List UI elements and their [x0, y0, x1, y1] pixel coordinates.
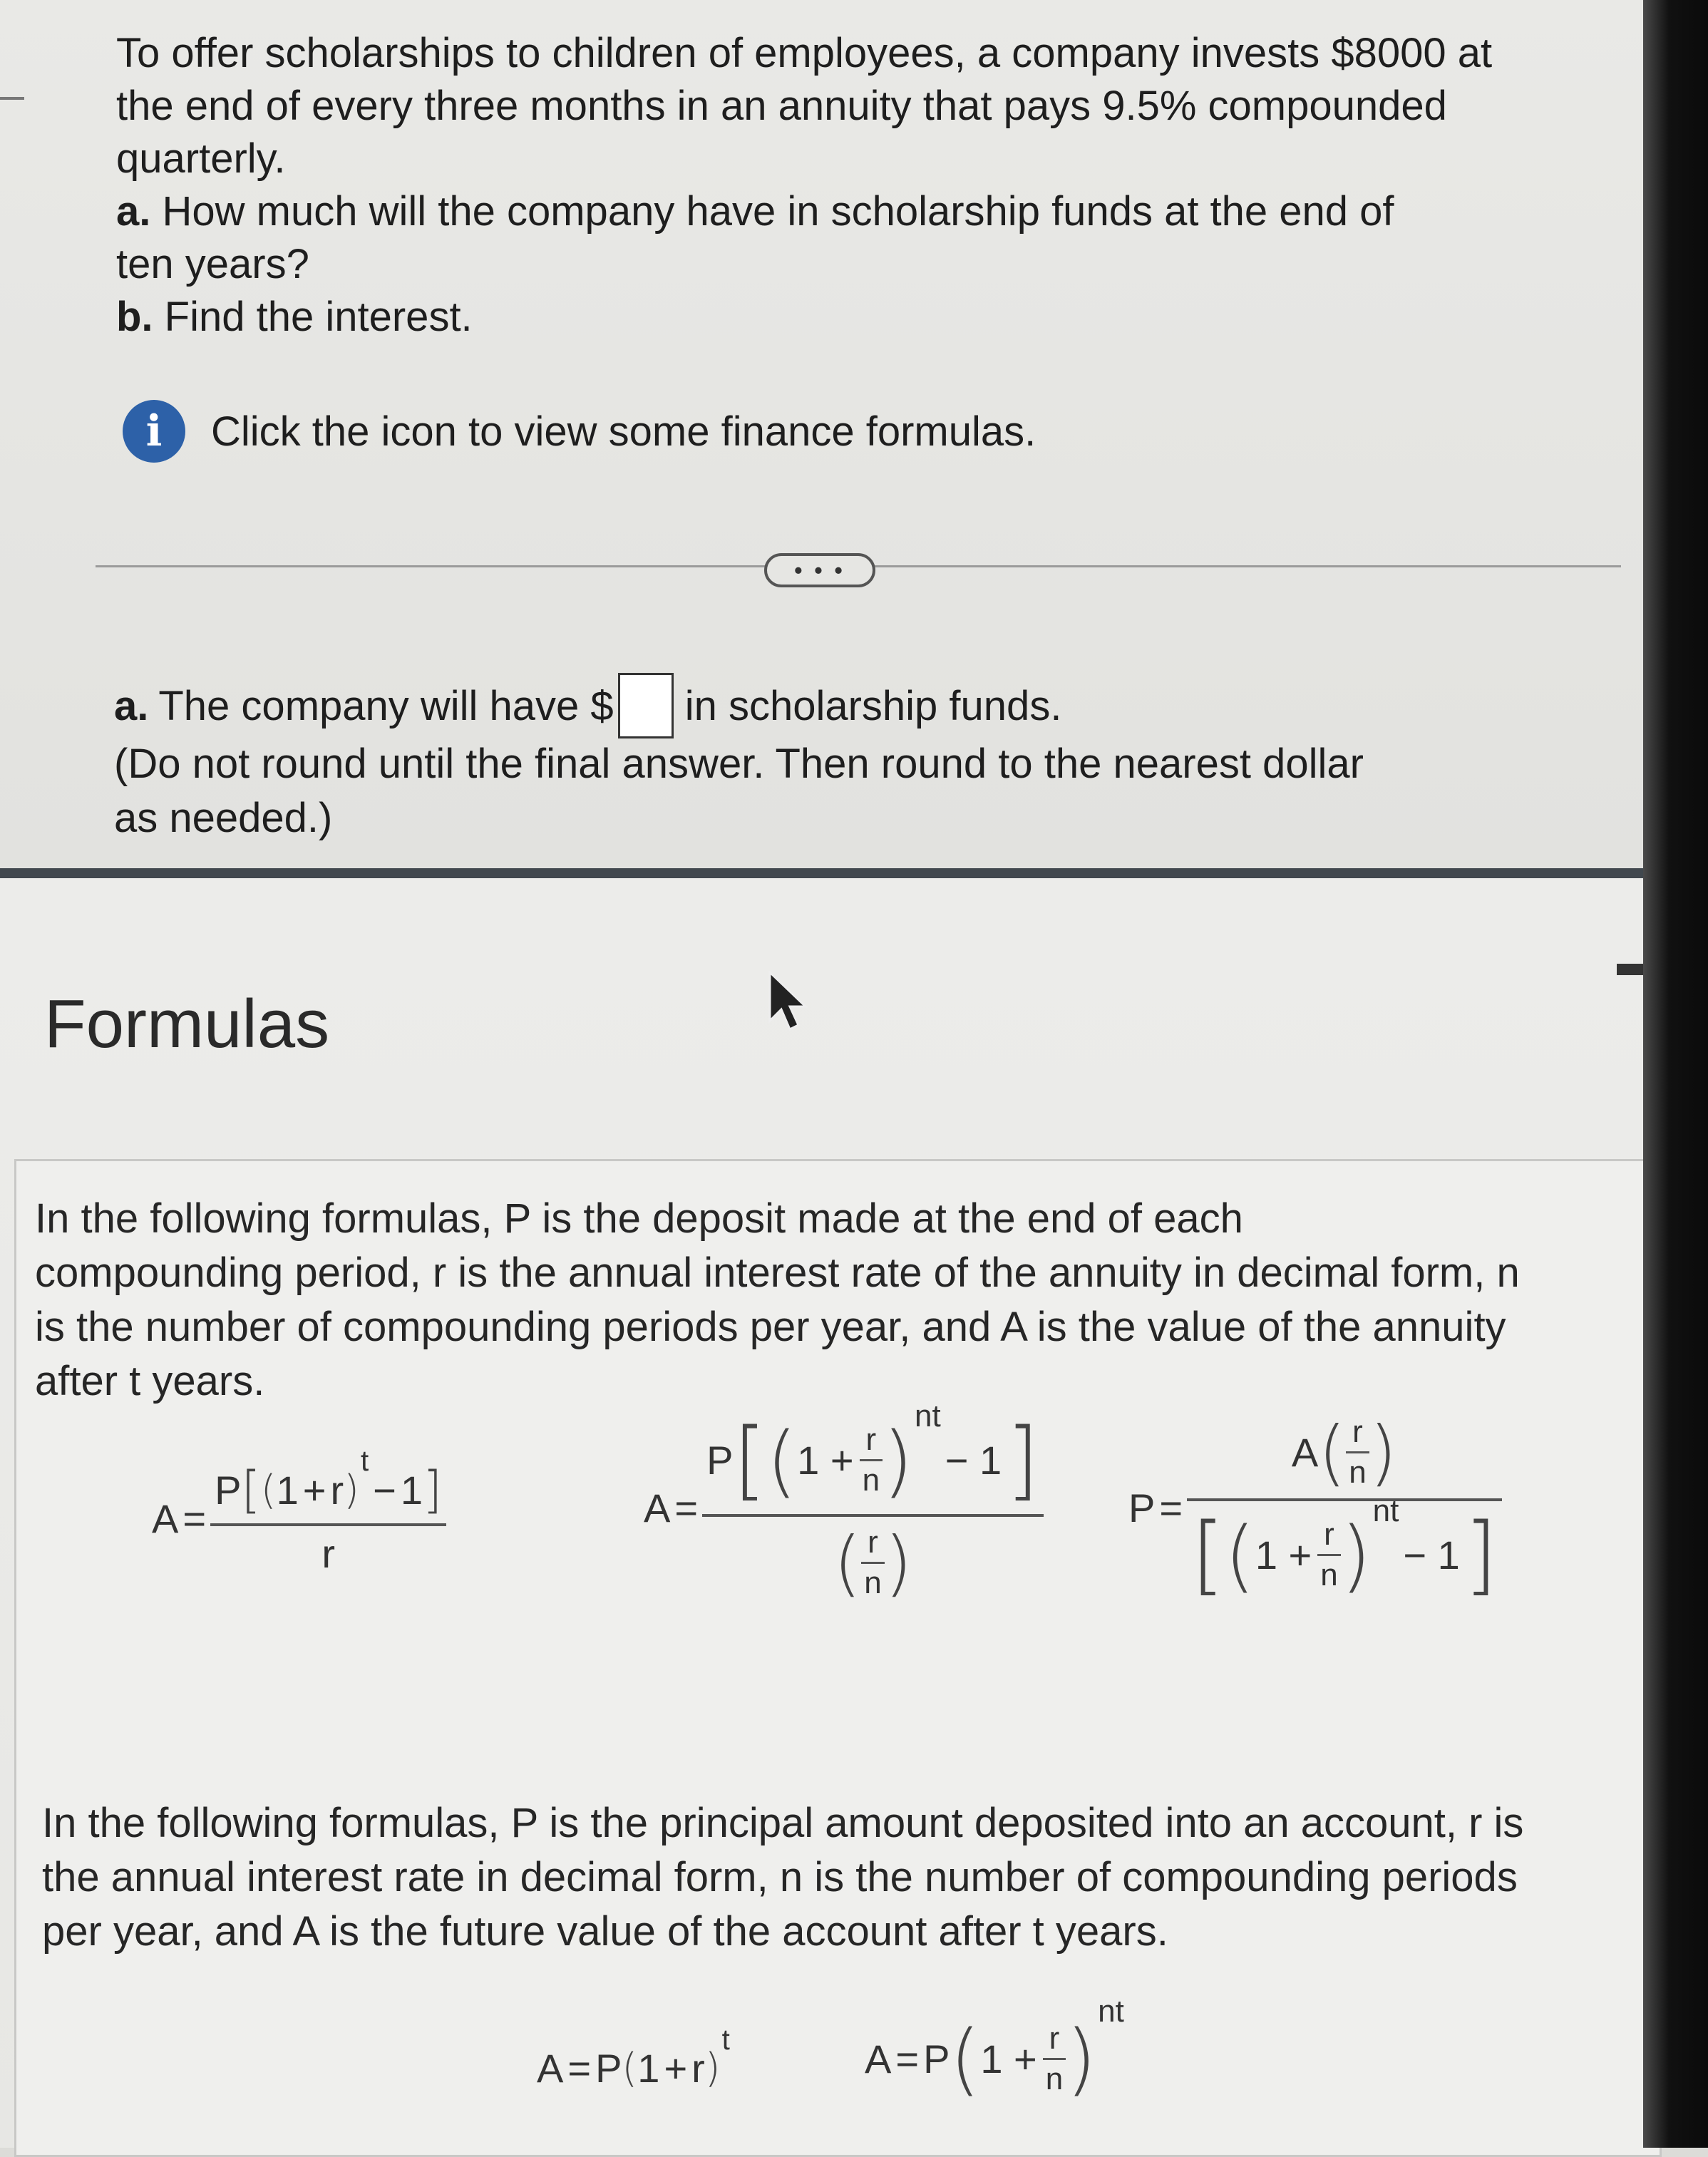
formula-symbol: r: [330, 1467, 344, 1513]
answer-note-2: as needed.): [114, 795, 333, 841]
formula-symbol: r: [321, 1531, 336, 1576]
fraction: [1346, 1414, 1369, 1491]
formula-symbol: P: [706, 1438, 734, 1483]
formula-symbol: P: [1128, 1485, 1156, 1530]
answer-line: [114, 673, 1061, 738]
mouse-cursor-icon: [767, 971, 810, 1035]
answer-part-label: a.: [114, 682, 149, 729]
fraction: [702, 1398, 1044, 1605]
part-a-question-cont: ten years?: [116, 241, 309, 287]
fraction-denominator: [210, 1523, 446, 1577]
formula-exponent: nt: [1098, 1994, 1124, 2029]
formula-symbol: P: [595, 2046, 622, 2091]
question-panel: [0, 0, 1643, 871]
part-a-label: a.: [116, 188, 151, 235]
formula-symbol: =: [567, 2046, 592, 2091]
formula-compound-periodic: A = P ( 1 + $\frac{r}{n}$ ) nt: [865, 1994, 1124, 2104]
formula-compound-annual: A = P ( 1 + r ) t: [537, 2022, 730, 2091]
part-a-question: [116, 185, 1394, 238]
annuity-intro-line-1: In the following formulas, P is the deposit made at the end of each: [35, 1195, 1243, 1242]
formula-symbol: −: [373, 1467, 396, 1513]
formula-exponent: nt: [914, 1398, 941, 1433]
formula-symbol: A: [644, 1485, 671, 1530]
formula-symbol: r: [868, 1525, 878, 1560]
info-row: [123, 399, 1036, 463]
formula-symbol: =: [1159, 1485, 1183, 1530]
window-title: Formulas: [44, 986, 330, 1062]
formulas-window: [0, 878, 1643, 2148]
formula-symbol: =: [182, 1496, 207, 1541]
part-b-text: Find the interest.: [164, 294, 473, 340]
compound-intro-line-2: the annual interest rate in decimal form, n is the number of compounding periods: [42, 1854, 1518, 1900]
formula-symbol: A: [1291, 1430, 1319, 1475]
formula-symbol: n: [1043, 2058, 1066, 2097]
fraction: [1317, 1517, 1340, 1593]
formula-symbol: r: [1324, 1517, 1334, 1552]
window-divider-bar: [0, 868, 1643, 878]
fraction: [1043, 2021, 1066, 2097]
formula-symbol: 1: [637, 2046, 660, 2091]
formula-symbol: A: [537, 2046, 564, 2091]
formula-symbol: n: [1317, 1554, 1340, 1593]
left-marker: [0, 97, 24, 100]
answer-input[interactable]: [618, 673, 674, 738]
formula-symbol: +: [664, 2046, 688, 2091]
fraction-numerator: P [ ( 1 + $\frac{r}{n}$ ) nt − 1 ]: [706, 1398, 1039, 1510]
formula-symbol: A: [865, 2036, 892, 2081]
annuity-intro-line-2: compounding period, r is the annual interest rate of the annuity in decimal form, n: [35, 1250, 1520, 1296]
formula-symbol: 1 +: [1255, 1533, 1312, 1577]
question-line-3: quarterly.: [116, 135, 286, 182]
fraction-numerator: A ( $\frac{r}{n}$ ): [1291, 1411, 1397, 1494]
formula-annuity-periodic: [644, 1398, 1044, 1605]
screen-bezel: [1643, 0, 1708, 2148]
formula-symbol: r: [1352, 1414, 1363, 1449]
fraction-numerator: P [ ( 1 + r ) t − 1 ]: [215, 1444, 443, 1519]
formula-symbol: n: [860, 1459, 883, 1498]
formula-exponent: t: [721, 2022, 730, 2056]
info-text: Click the icon to view some finance formulas.: [211, 408, 1036, 455]
formula-symbol: 1 +: [980, 2036, 1037, 2081]
compound-intro-line-3: per year, and A is the future value of the account after t years.: [42, 1908, 1168, 1955]
more-button[interactable]: • • •: [764, 553, 875, 587]
formula-symbol: P: [215, 1467, 242, 1513]
formula-box: [14, 1159, 1662, 2157]
formula-symbol: P: [923, 2036, 950, 2081]
question-line-1: To offer scholarships to children of employees, a company invests $8000 at: [116, 30, 1493, 76]
fraction: [210, 1444, 446, 1577]
fraction-denominator: ( $\frac{r}{n}$ ): [702, 1514, 1044, 1605]
part-b-question: [116, 291, 473, 344]
formula-exponent: t: [360, 1444, 369, 1478]
annuity-intro-line-4: after t years.: [35, 1358, 265, 1404]
formula-symbol: n: [1346, 1451, 1369, 1491]
answer-note-1: (Do not round until the final answer. Then round to the nearest dollar: [114, 741, 1364, 787]
formula-symbol: A: [152, 1496, 179, 1541]
fraction: [861, 1525, 884, 1601]
answer-text-before: The company will have $: [158, 682, 614, 729]
fraction: [860, 1422, 883, 1498]
formula-symbol: − 1: [945, 1438, 1002, 1483]
formula-symbol: =: [674, 1485, 699, 1530]
annuity-intro-line-3: is the number of compounding periods per year, and A is the value of the annuity: [35, 1304, 1506, 1350]
formula-symbol: − 1: [1403, 1533, 1460, 1577]
fraction: [1187, 1411, 1502, 1605]
fraction-denominator: [ ( 1 + $\frac{r}{n}$ ) nt − 1 ]: [1187, 1498, 1502, 1605]
info-icon[interactable]: i: [123, 400, 185, 463]
formula-symbol: 1: [400, 1467, 423, 1513]
part-a-text: How much will the company have in scholarship funds at the end of: [162, 188, 1394, 235]
formula-symbol: n: [861, 1562, 884, 1601]
part-b-label: b.: [116, 294, 153, 340]
formula-exponent: nt: [1372, 1493, 1399, 1528]
question-line-2: the end of every three months in an annuity that pays 9.5% compounded: [116, 83, 1447, 129]
formula-symbol: r: [1049, 2020, 1060, 2056]
answer-text-after: in scholarship funds.: [684, 682, 1062, 729]
compound-intro-line-1: In the following formulas, P is the principal amount deposited into an account, r is: [42, 1800, 1524, 1846]
formula-symbol: 1 +: [797, 1438, 854, 1483]
formula-symbol: 1: [276, 1467, 299, 1513]
formula-symbol: =: [895, 2036, 920, 2081]
formula-symbol: r: [691, 2046, 705, 2091]
formula-payment: [1128, 1411, 1502, 1605]
formula-annuity-simple: [152, 1444, 446, 1577]
formula-symbol: +: [302, 1467, 326, 1513]
formula-symbol: r: [865, 1422, 877, 1457]
